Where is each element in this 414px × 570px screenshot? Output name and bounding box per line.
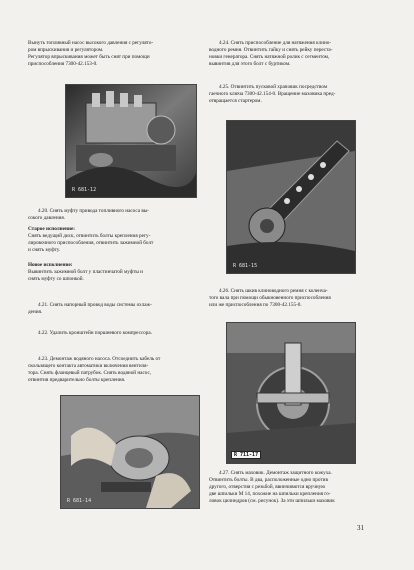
section-4-25 [209, 84, 369, 105]
section-4-22 [28, 330, 200, 337]
photo-pulley-puller [226, 322, 356, 464]
photo-flywheel-wrench-image [227, 121, 355, 273]
text-line: другого, отверстия с резьбой, ввинчивются вручную [209, 484, 326, 491]
text-line: и снять муфту. [28, 247, 61, 254]
intro-text [28, 40, 200, 68]
old-version-block [28, 226, 200, 254]
page-number: 31 [357, 524, 364, 532]
subheading-new: Новое исполнение: [28, 262, 73, 268]
photo-water-pump [60, 395, 200, 509]
photo-flywheel-wrench [226, 120, 356, 274]
text-line: гаечного ключа 7300-42.154-0. Вращение маховика пред- [209, 91, 336, 98]
text-line: водного ремня. Отвинтить гайку и снять рейку переста- [209, 47, 333, 54]
text-line: две шпильки М 14, похожие на шпильки крепления го- [209, 491, 331, 498]
photo-pulley-puller-image [227, 323, 355, 463]
text-line: 4.24. Снять приспособление для натяжения клино- [219, 40, 332, 46]
text-line: 4.21. Снять напорный провод воды системы охлаж- [38, 302, 152, 308]
section-4-20 [28, 208, 200, 222]
text-line: сокого давления. [28, 215, 66, 222]
text-line: Регулятор впрыскивания может быть снят при помощи [28, 54, 150, 61]
text-line: 4.22. Удалить кронштейн поршневого компрессора. [38, 330, 152, 336]
text-line: скользящего контакта автоматики включения вентиля- [28, 363, 149, 370]
section-4-21 [28, 302, 200, 316]
text-line: новки генератора. Снять натяжной ролик с сегментом, [209, 54, 330, 61]
new-version-block [28, 262, 200, 283]
section-4-27 [209, 470, 369, 505]
subheading-old: Старое исполнение: [28, 226, 75, 232]
text-line: 4.20. Снять муфту привода топливного насоса вы- [38, 208, 150, 214]
text-line: Вынуть топливный насос высокого давления с регулято- [28, 40, 154, 46]
text-line: вывинтив для этого болт с буртиком. [209, 61, 291, 68]
text-line: 4.25. Отвинтить пусковой храповик посредством [219, 84, 328, 90]
photo-injection-pump [65, 84, 197, 198]
text-line: того вала при помощи обыкновенного приспособления [209, 295, 331, 302]
text-line: или же приспособления по 7300-42.155-0. [209, 302, 302, 309]
section-4-23 [28, 356, 200, 384]
text-line: 4.23. Демонтаж водяного насоса. Отсоеднить кабель от [38, 356, 161, 362]
text-line: снять муфту со шпонкой. [28, 276, 84, 283]
text-line: Отвинтить болты. В два, расположенные одно против [209, 477, 328, 484]
text-line: приспособления 7300-42.153-0. [28, 61, 98, 68]
photo-injection-pump-image [66, 85, 196, 197]
text-line: отвращается стартером. [209, 98, 262, 105]
text-line: отвинтив предварительно болты крепления. [28, 377, 126, 384]
photo-ref-label: R 681-12 [72, 187, 97, 193]
photo-ref-label: R 681-15 [233, 263, 258, 269]
photo-water-pump-image [61, 396, 199, 508]
text-line: ловок цилиндров (см. рисунок). За эти шпильки маховик [209, 498, 335, 505]
section-4-24 [209, 40, 369, 68]
text-line: дения. [28, 309, 43, 316]
text-line: лировочного приспособления, отвинтить зажимной болт [28, 240, 154, 247]
text-line: тора. Снять фланцевый патрубок. Снять водяной насос, [28, 370, 152, 377]
text-line: Вывинтить зажимной болт у пластинчатой муфты и [28, 269, 143, 276]
photo-ref-label: R 711-17 [231, 451, 261, 459]
text-line: Снять ведущий диск, отвинтить болты крепления регу- [28, 233, 151, 240]
photo-ref-label: R 681-14 [67, 498, 92, 504]
text-line: ром впрыскивания и регулятором. [28, 47, 104, 54]
section-4-26 [209, 288, 369, 309]
text-line: 4.26. Снять шкив клиноводного ремня с коленча- [219, 288, 328, 294]
text-line: 4.27. Снять маховик. Демонтаж защитного кожуха. [219, 470, 332, 476]
